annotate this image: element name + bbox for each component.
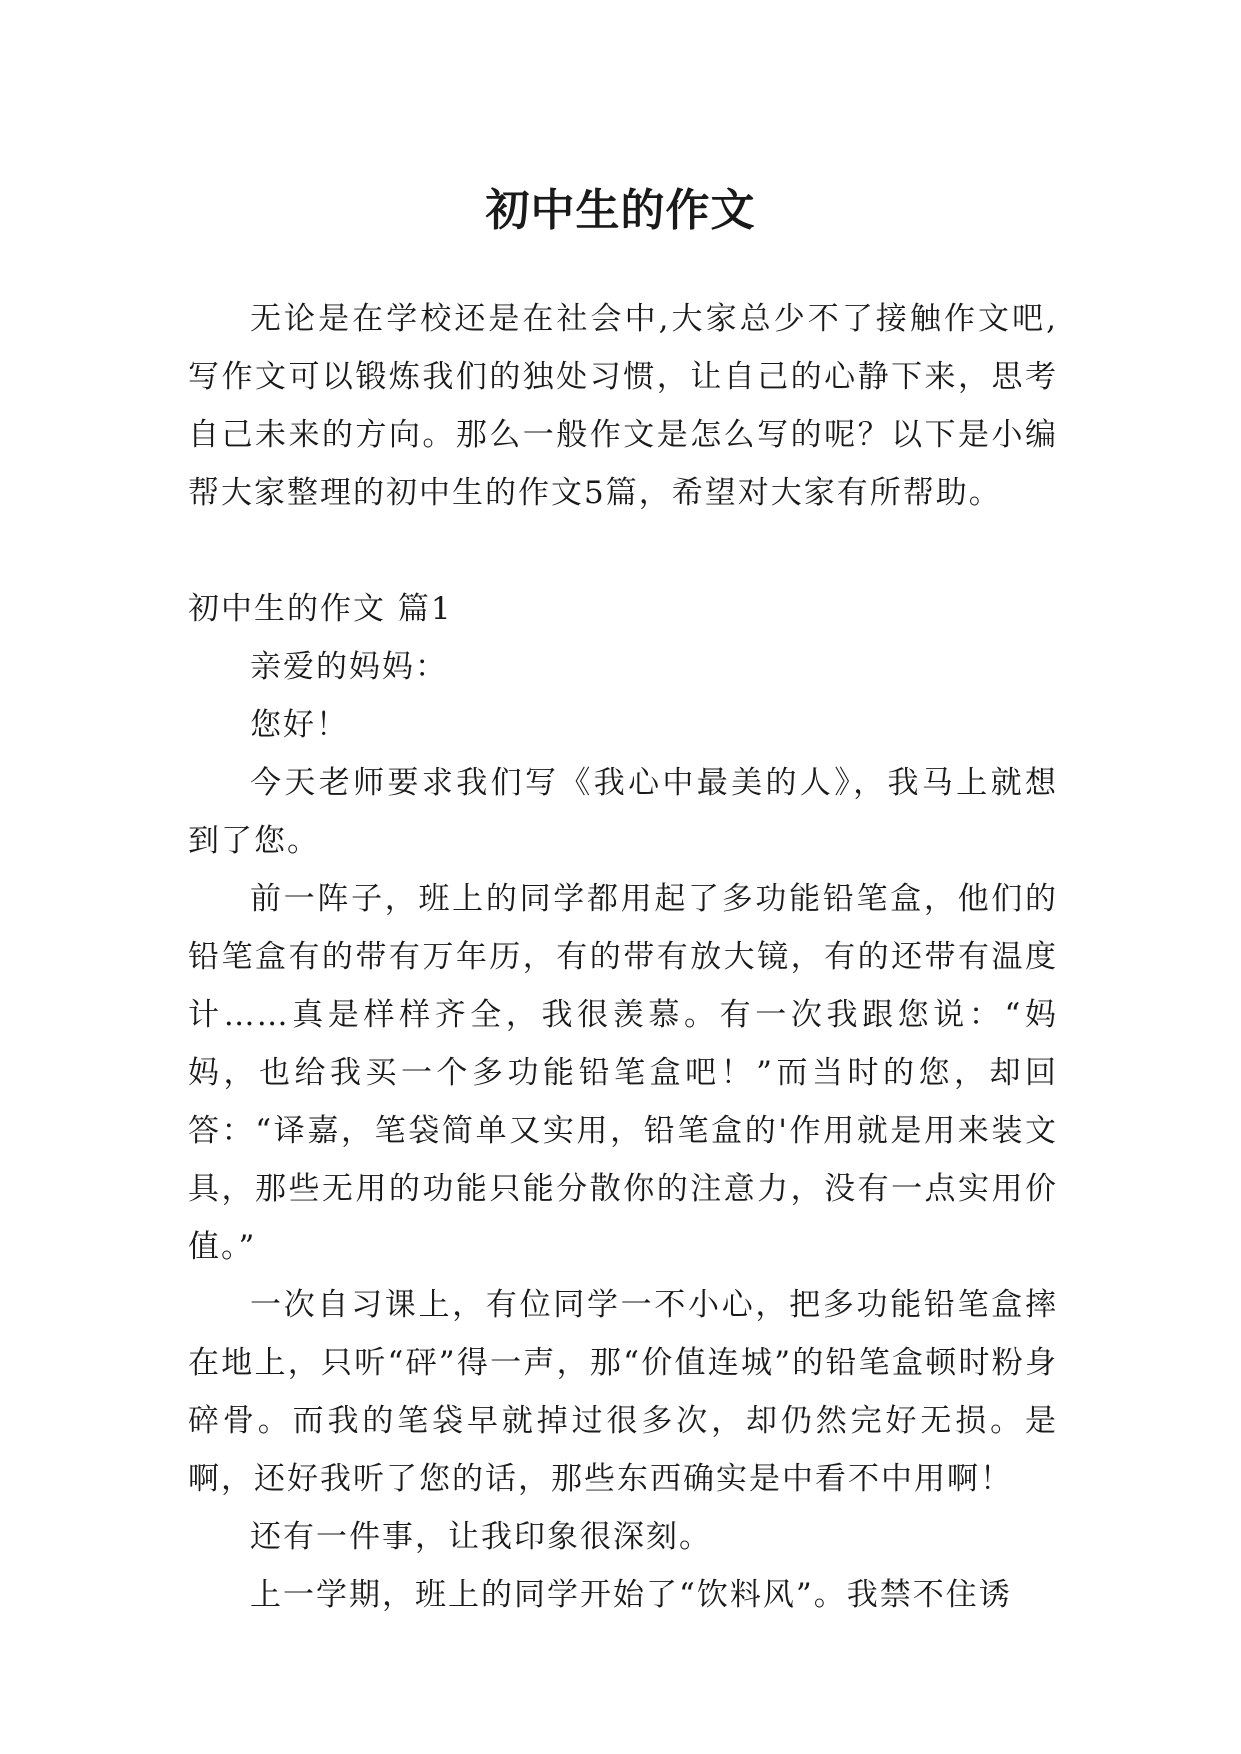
- paragraph-another-event: 还有一件事，让我印象很深刻。: [250, 1519, 712, 1555]
- document-body: [188, 290, 1058, 1624]
- document-title: 初中生的作文: [485, 185, 756, 237]
- paragraph-topic: 今天老师要求我们写《我心中最美的人》，我马上就想到了您。: [188, 765, 1058, 859]
- paragraph-greeting: 您好！: [250, 707, 349, 743]
- paragraph-salutation: 亲爱的妈妈：: [250, 649, 448, 685]
- paragraph-drink-trend: 上一学期，班上的同学开始了“饮料风”。我禁不住诱: [250, 1577, 1012, 1613]
- section-heading: 初中生的作文 篇1: [188, 591, 453, 627]
- intro-paragraph: 无论是在学校还是在社会中,大家总少不了接触作文吧,写作文可以锻炼我们的独处习惯，让自己的心静下来，思考自己未来的方向。那么一般作文是怎么写的呢？以下是小编帮大家整理的初中生的作文5篇，希望对大家有所帮助。: [188, 301, 1058, 511]
- paragraph-pencil-box: 前一阵子，班上的同学都用起了多功能铅笔盒，他们的铅笔盒有的带有万年历，有的带有放大镜，有的还带有温度计……真是样样齐全，我很羡慕。有一次我跟您说：“妈妈，也给我买一个多功能铅笔盒吧！”而当时的您，却回答：“译嘉，笔袋简单又实用，铅笔盒的'作用就是用来装文具，那些无用的功能只能分散你的注意力，没有一点实用价值。”: [188, 881, 1058, 1265]
- paragraph-self-study: 一次自习课上，有位同学一不小心，把多功能铅笔盒摔在地上，只听“砰”得一声，那“价值连城”的铅笔盒顿时粉身碎骨。而我的笔袋早就掉过很多次，却仍然完好无损。是啊，还好我听了您的话，那些东西确实是中看不中用啊！: [188, 1287, 1058, 1497]
